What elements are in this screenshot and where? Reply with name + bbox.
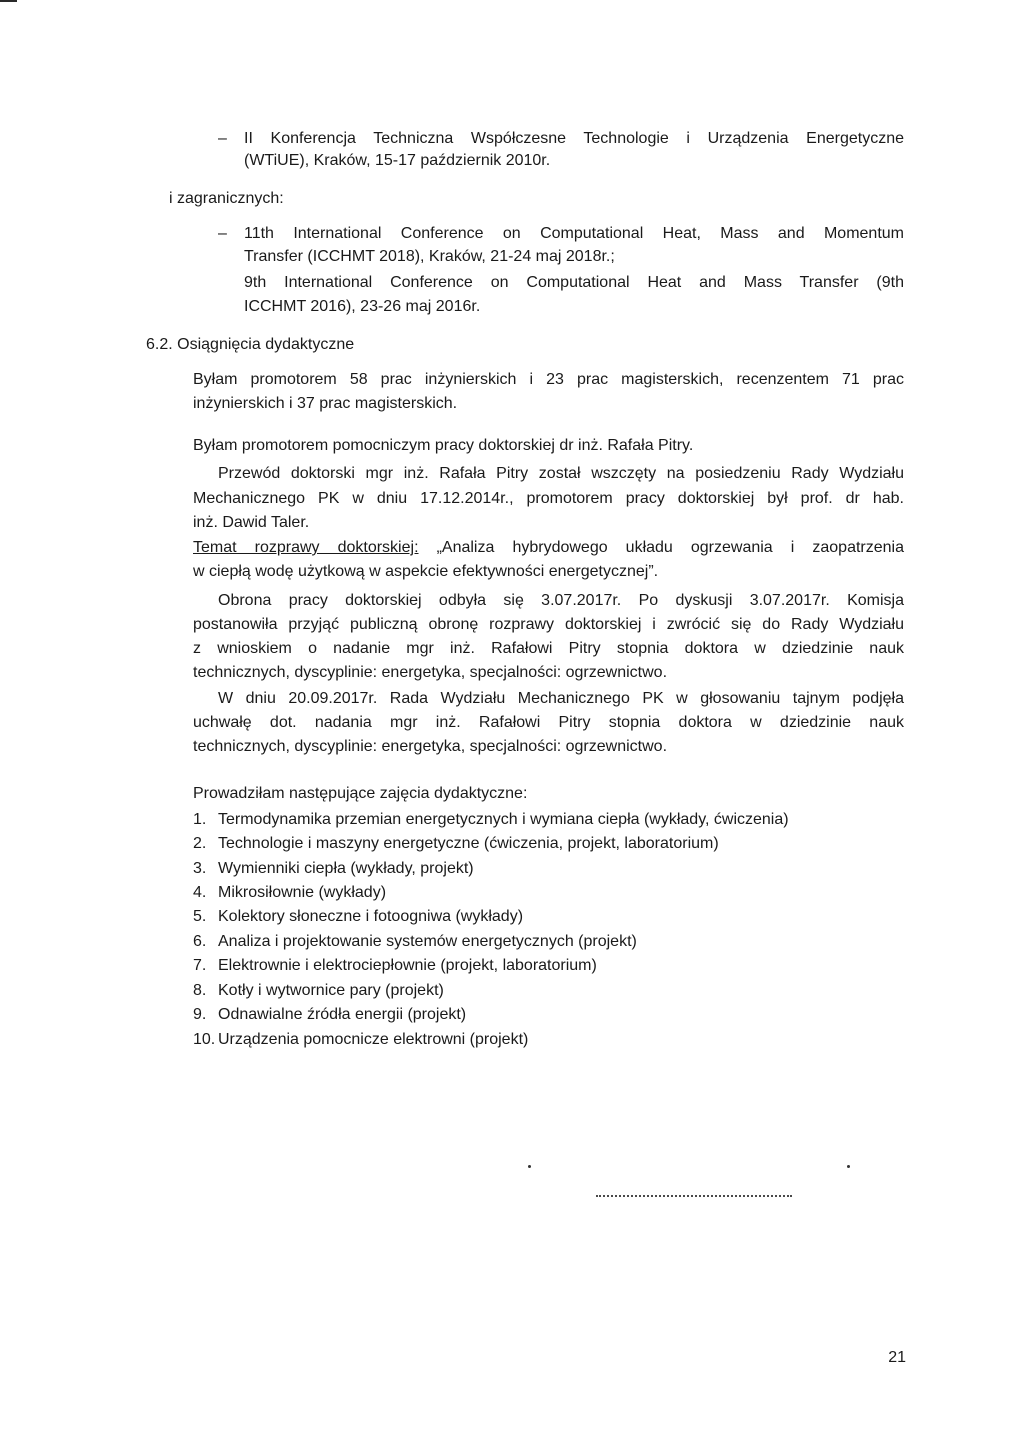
paragraph-line: z wnioskiem o nadanie mgr inż. Rafałowi Pitry stopnia doktora w dziedzinie nauk — [193, 640, 904, 657]
list-item: Kolektory słoneczne i fotoogniwa (wykłady) — [218, 908, 524, 925]
list-number: 9. — [193, 1006, 207, 1023]
list-number: 6. — [193, 933, 207, 950]
list-number: 2. — [193, 835, 207, 852]
paragraph-line: Mechanicznego PK w dniu 17.12.2014r., promotorem pracy doktorskiej był prof. dr hab. — [193, 490, 904, 507]
list-item: Odnawialne źródła energii (projekt) — [218, 1006, 467, 1023]
list-number: 3. — [193, 860, 207, 877]
topic-line — [193, 537, 904, 559]
list-item: Elektrownie i elektrociepłownie (projekt, laboratorium) — [218, 957, 597, 974]
paragraph-line: Przewód doktorski mgr inż. Rafała Pitry został wszczęty na posiedzeniu Rady Wydziału — [218, 465, 904, 482]
signature-dot — [528, 1165, 531, 1168]
list-item: Mikrosiłownie (wykłady) — [218, 884, 387, 901]
list-number: 10. — [193, 1031, 216, 1048]
list-number: 5. — [193, 908, 207, 925]
section-number: 6.2. — [146, 336, 173, 353]
list-item: Kotły i wytwornice pary (projekt) — [218, 982, 444, 999]
subheading-foreign: i zagranicznych: — [169, 190, 284, 207]
topic-label: Temat rozprawy doktorskiej: — [193, 539, 419, 556]
list-number: 1. — [193, 811, 207, 828]
list-dash: – — [218, 225, 227, 242]
conference-entry-line: Transfer (ICCHMT 2018), Kraków, 21-24 maj 2018r.; — [244, 248, 615, 265]
list-item: Technologie i maszyny energetyczne (ćwiczenia, projekt, laboratorium) — [218, 835, 719, 852]
list-item: Termodynamika przemian energetycznych i wymiana ciepła (wykłady, ćwiczenia) — [218, 811, 789, 828]
paragraph-line: inżynierskich i 37 prac magisterskich. — [193, 395, 458, 412]
section-title: Osiągnięcia dydaktyczne — [177, 336, 355, 353]
paragraph-line: Obrona pracy doktorskiej odbyła się 3.07.2017r. Po dyskusji 3.07.2017r. Komisja — [218, 592, 904, 609]
courses-heading: Prowadziłam następujące zajęcia dydaktyczne: — [193, 785, 528, 802]
paragraph-line: technicznych, dyscyplinie: energetyka, specjalności: ogrzewnictwo. — [193, 738, 668, 755]
conference-entry-line: II Konferencja Techniczna Współczesne Technologie i Urządzenia Energetyczne — [244, 130, 904, 147]
scan-edge-mark — [0, 0, 17, 2]
paragraph-line: Byłam promotorem 58 prac inżynierskich i 23 prac magisterskich, recenzentem 71 prac — [193, 371, 904, 388]
list-item: Analiza i projektowanie systemów energetycznych (projekt) — [218, 933, 637, 950]
paragraph-line: Byłam promotorem pomocniczym pracy doktorskiej dr inż. Rafała Pitry. — [193, 437, 694, 454]
signature-line — [596, 1195, 792, 1205]
section-heading — [146, 334, 354, 356]
page-number: 21 — [888, 1349, 906, 1366]
list-number: 4. — [193, 884, 207, 901]
list-number: 8. — [193, 982, 207, 999]
list-dash: – — [218, 130, 227, 147]
paragraph-line: postanowiła przyjąć publiczną obronę rozprawy doktorskiej i zwrócić się do Rady Wydziału — [193, 616, 904, 633]
topic-title: „Analiza hybrydowego układu ogrzewania i zaopatrzenia — [436, 539, 904, 556]
list-item: Wymienniki ciepła (wykłady, projekt) — [218, 860, 474, 877]
paragraph-line: inż. Dawid Taler. — [193, 514, 310, 531]
signature-dot — [847, 1165, 850, 1168]
paragraph-line: technicznych, dyscyplinie: energetyka, specjalności: ogrzewnictwo. — [193, 664, 668, 681]
conference-entry-line: (WTiUE), Kraków, 15-17 październik 2010r. — [244, 152, 551, 169]
conference-entry-line: 11th International Conference on Computational Heat, Mass and Momentum — [244, 225, 904, 242]
topic-line: w ciepłą wodę użytkową w aspekcie efektywności energetycznej”. — [193, 563, 659, 580]
conference-entry-line: 9th International Conference on Computational Heat and Mass Transfer (9th — [244, 274, 904, 291]
list-number: 7. — [193, 957, 207, 974]
conference-entry-line: ICCHMT 2016), 23-26 maj 2016r. — [244, 298, 481, 315]
list-item: Urządzenia pomocnicze elektrowni (projekt) — [218, 1031, 529, 1048]
paragraph-line: uchwałę dot. nadania mgr inż. Rafałowi Pitry stopnia doktora w dziedzinie nauk — [193, 714, 904, 731]
paragraph-line: W dniu 20.09.2017r. Rada Wydziału Mechanicznego PK w głosowaniu tajnym podjęła — [218, 690, 904, 707]
